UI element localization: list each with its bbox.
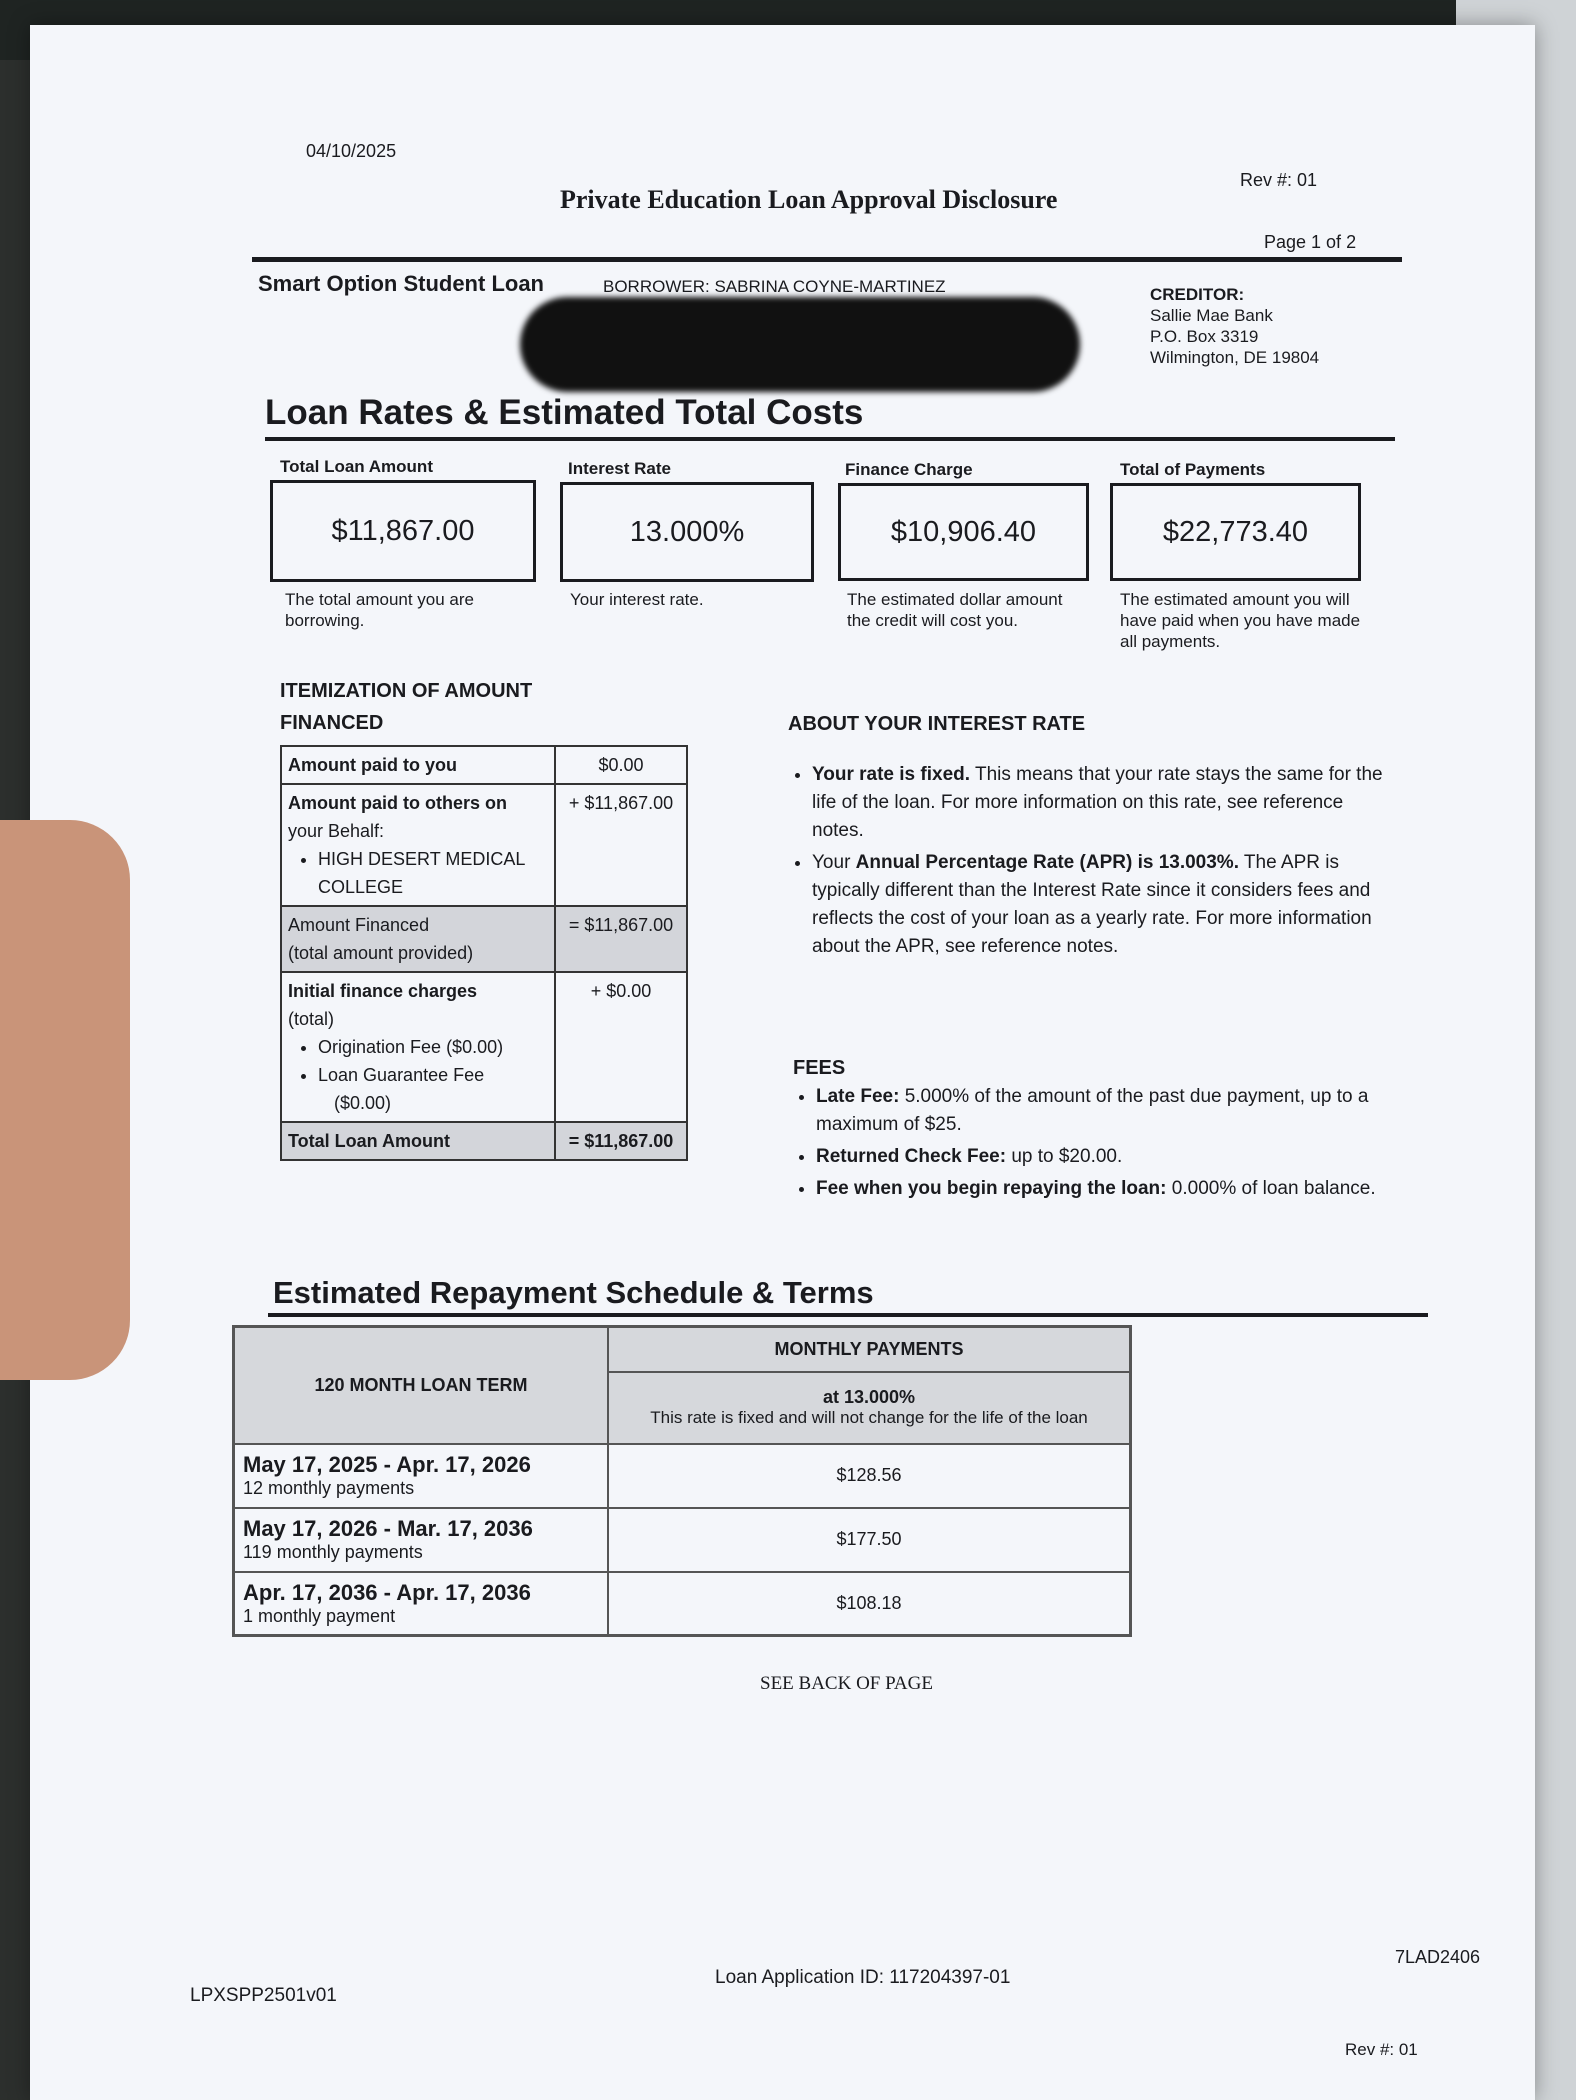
itemization-row-amount-financed xyxy=(281,906,687,972)
box-label-total-payments: Total of Payments xyxy=(1120,460,1266,479)
monthly-amount: $128.56 xyxy=(608,1444,1131,1508)
rate-label: at 13.000% xyxy=(822,1387,916,1407)
creditor-city: Wilmington, DE 19804 xyxy=(1150,348,1320,367)
rate-note: This rate is fixed and will not change for the life of the loan xyxy=(650,1408,1088,1427)
interest-rate-box: 13.000% xyxy=(560,482,814,582)
returned-check-text: up to $20.00. xyxy=(1006,1146,1123,1167)
fixed-rate-text: This means that your rate stays the same for the life of the loan. For more information on this rate, see reference notes. xyxy=(812,764,1383,841)
amount-financed-sub: (total amount provided) xyxy=(288,943,474,963)
period-range: May 17, 2026 - Mar. 17, 2036 xyxy=(243,1516,533,1541)
box-label-total-loan: Total Loan Amount xyxy=(280,457,433,476)
origination-fee: • Origination Fee ($0.00) xyxy=(318,1033,548,1061)
monthly-payments-header: MONTHLY PAYMENTS xyxy=(608,1327,1131,1372)
period-range: May 17, 2025 - Apr. 17, 2026 xyxy=(243,1452,531,1477)
returned-check-bold: Returned Check Fee: xyxy=(816,1146,1007,1167)
late-fee-text: 5.000% of the amount of the past due payment, up to a maximum of $25. xyxy=(816,1086,1369,1135)
schedule-rule xyxy=(268,1313,1428,1317)
loan-product: Smart Option Student Loan xyxy=(258,271,544,296)
schedule-row xyxy=(234,1572,1131,1636)
guarantee-fee-amount: ($0.00) xyxy=(334,1093,392,1113)
paid-to-others-label-cont: your Behalf: xyxy=(288,821,385,841)
schedule-row xyxy=(234,1444,1131,1508)
redaction-mark xyxy=(520,297,1080,392)
see-back-note: SEE BACK OF PAGE xyxy=(760,1673,933,1694)
document-date: 04/10/2025 xyxy=(306,141,397,161)
amount-financed-value: = $11,867.00 xyxy=(555,906,687,972)
finance-charges-value: + $0.00 xyxy=(555,972,687,1122)
guarantee-fee: • Loan Guarantee Fee xyxy=(318,1065,485,1085)
finance-charges-sub: (total) xyxy=(288,1009,335,1029)
loan-term-header: 120 MONTH LOAN TERM xyxy=(234,1327,609,1444)
itemization-row-paid-to-others xyxy=(281,784,687,906)
box-desc-total-loan: The total amount you are borrowing. xyxy=(285,590,475,630)
fees-heading: FEES xyxy=(793,1057,846,1079)
finance-charge-box: $10,906.40 xyxy=(838,483,1089,581)
paid-to-others-label: Amount paid to others on xyxy=(288,793,507,813)
amount-financed-label: Amount Financed xyxy=(288,915,430,935)
apr-text: The APR is typically different than the Interest Rate since it considers fees and reflects the cost of your loan as a yearly rate. For more information about the APR, see reference notes. xyxy=(812,852,1372,957)
itemization-row-total xyxy=(281,1122,687,1160)
interest-bullet-apr xyxy=(812,849,1392,961)
creditor-name: Sallie Mae Bank xyxy=(1150,306,1273,325)
total-loan-value: = $11,867.00 xyxy=(555,1122,687,1160)
rates-heading: Loan Rates & Estimated Total Costs xyxy=(265,393,864,432)
paid-to-you-label: Amount paid to you xyxy=(281,746,555,784)
rate-header xyxy=(608,1372,1131,1444)
fixed-rate-bold: Your rate is fixed. xyxy=(812,764,971,785)
box-desc-total-payments: The estimated amount you will have paid when you have made all payments. xyxy=(1120,590,1361,651)
repayment-fee-text: 0.000% of loan balance. xyxy=(1166,1178,1376,1199)
apr-bold: Annual Percentage Rate (APR) is 13.003%. xyxy=(855,852,1239,873)
schedule-heading: Estimated Repayment Schedule & Terms xyxy=(273,1275,874,1310)
page-number: Page 1 of 2 xyxy=(1264,232,1357,252)
monthly-amount: $177.50 xyxy=(608,1508,1131,1572)
payment-count: 12 monthly payments xyxy=(243,1478,415,1498)
monthly-amount: $108.18 xyxy=(608,1572,1131,1636)
itemization-row-paid-to-you xyxy=(281,746,687,784)
header-rule xyxy=(252,257,1402,262)
schedule-row xyxy=(234,1508,1131,1572)
payment-count: 119 monthly payments xyxy=(243,1542,423,1562)
application-id: Loan Application ID: 117204397-01 xyxy=(715,1967,1011,1988)
apr-pre: Your xyxy=(812,852,856,873)
fees-bullets xyxy=(792,1083,1416,1207)
revision-number: Rev #: 01 xyxy=(1240,170,1318,190)
total-loan-label: Total Loan Amount xyxy=(281,1122,555,1160)
borrower-name: BORROWER: SABRINA COYNE-MARTINEZ xyxy=(603,277,946,296)
box-label-finance-charge: Finance Charge xyxy=(845,460,973,479)
rates-rule xyxy=(265,437,1395,441)
box-label-interest-rate: Interest Rate xyxy=(568,459,671,478)
repayment-schedule-table xyxy=(232,1325,1132,1637)
paid-to-others-value: + $11,867.00 xyxy=(555,784,687,906)
form-code: LPXSPP2501v01 xyxy=(190,1985,337,2006)
total-loan-amount-box: $11,867.00 xyxy=(270,480,536,582)
itemization-row-finance-charges xyxy=(281,972,687,1122)
itemization-heading xyxy=(280,675,532,739)
itemization-heading-line1: ITEMIZATION OF AMOUNT xyxy=(280,680,533,702)
holding-hand xyxy=(0,820,130,1380)
form-code-right: 7LAD2406 xyxy=(1395,1947,1481,1967)
interest-bullet-fixed xyxy=(812,761,1392,845)
total-payments-box: $22,773.40 xyxy=(1110,483,1361,581)
creditor-block xyxy=(1150,285,1319,368)
box-desc-finance-charge: The estimated dollar amount the credit will cost you. xyxy=(847,590,1063,630)
interest-heading: ABOUT YOUR INTEREST RATE xyxy=(788,713,1086,735)
payee-name: • HIGH DESERT MEDICAL xyxy=(318,849,526,869)
fee-repayment xyxy=(816,1175,1416,1203)
late-fee-bold: Late Fee: xyxy=(816,1086,900,1107)
box-desc-interest-rate: Your interest rate. xyxy=(570,590,704,609)
disclosure-page xyxy=(30,25,1535,2100)
period-range: Apr. 17, 2036 - Apr. 17, 2036 xyxy=(243,1579,531,1605)
finance-charges-label: Initial finance charges xyxy=(288,981,478,1001)
revision-bottom: Rev #: 01 xyxy=(1345,2040,1418,2059)
itemization-heading-line2: FINANCED xyxy=(280,712,384,734)
payment-count: 1 monthly payment xyxy=(243,1605,396,1626)
fee-returned-check xyxy=(816,1143,1416,1171)
interest-bullets xyxy=(788,761,1392,965)
document-title: Private Education Loan Approval Disclosure xyxy=(560,185,1058,214)
creditor-po-box: P.O. Box 3319 xyxy=(1150,327,1259,346)
paid-to-you-value: $0.00 xyxy=(555,746,687,784)
repayment-fee-bold: Fee when you begin repaying the loan: xyxy=(816,1178,1167,1199)
payee-name-cont: COLLEGE xyxy=(318,877,404,897)
creditor-label: CREDITOR: xyxy=(1150,285,1245,304)
fee-late xyxy=(816,1083,1416,1139)
itemization-table xyxy=(280,745,688,1161)
